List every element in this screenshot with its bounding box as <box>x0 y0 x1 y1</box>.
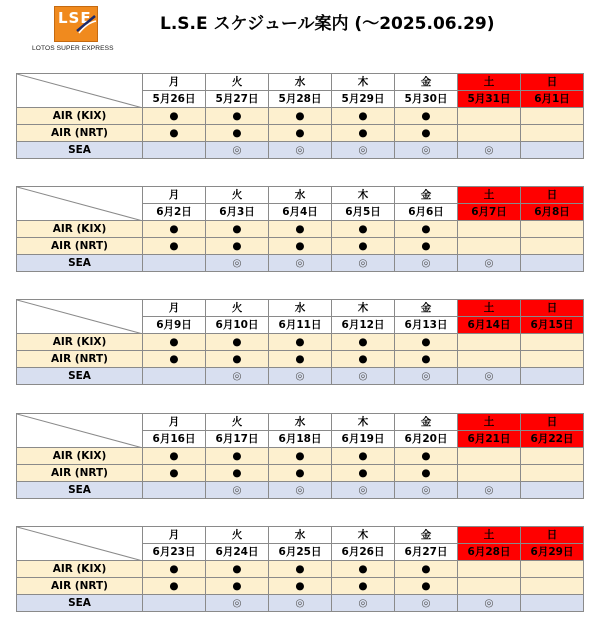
schedule-cell: ● <box>143 561 206 578</box>
table-corner-cell <box>17 414 143 448</box>
weekday-header: 水 <box>269 187 332 204</box>
schedule-row-sea <box>17 368 584 385</box>
weekday-header: 火 <box>206 187 269 204</box>
weekday-header: 木 <box>332 414 395 431</box>
schedule-cell: ● <box>269 561 332 578</box>
weekday-header: 金 <box>395 74 458 91</box>
schedule-cell: ● <box>395 448 458 465</box>
weekday-header: 火 <box>206 414 269 431</box>
schedule-cell <box>521 578 584 595</box>
schedule-cell: ● <box>143 334 206 351</box>
date-header: 6月15日 <box>521 317 584 334</box>
schedule-cell: ◎ <box>332 368 395 385</box>
weekday-header: 土 <box>458 74 521 91</box>
schedule-cell: ◎ <box>395 142 458 159</box>
schedule-cell: ◎ <box>269 368 332 385</box>
weekday-header: 水 <box>269 527 332 544</box>
schedule-cell <box>143 142 206 159</box>
schedule-cell: ● <box>206 465 269 482</box>
weekday-header: 火 <box>206 527 269 544</box>
schedule-cell <box>143 482 206 499</box>
schedule-cell: ● <box>332 578 395 595</box>
row-label: AIR (KIX) <box>17 448 143 465</box>
logo-initials: LSE <box>58 9 92 27</box>
row-label: AIR (NRT) <box>17 465 143 482</box>
date-header: 6月3日 <box>206 204 269 221</box>
row-label: AIR (KIX) <box>17 108 143 125</box>
schedule-row-sea <box>17 255 584 272</box>
weekday-header: 日 <box>521 74 584 91</box>
row-label: AIR (NRT) <box>17 238 143 255</box>
schedule-cell: ● <box>143 465 206 482</box>
date-header: 6月22日 <box>521 431 584 448</box>
weekday-header: 火 <box>206 300 269 317</box>
corner-diagonal-line <box>17 527 143 561</box>
schedule-cell: ● <box>143 351 206 368</box>
date-header: 6月5日 <box>332 204 395 221</box>
schedule-cell <box>458 465 521 482</box>
date-header: 5月31日 <box>458 91 521 108</box>
date-header: 6月1日 <box>521 91 584 108</box>
schedule-cell <box>458 125 521 142</box>
date-header: 6月7日 <box>458 204 521 221</box>
schedule-cell: ● <box>332 465 395 482</box>
schedule-cell <box>143 595 206 612</box>
date-header: 6月26日 <box>332 544 395 561</box>
schedule-cell: ● <box>206 578 269 595</box>
schedule-row-sea <box>17 595 584 612</box>
date-header: 6月11日 <box>269 317 332 334</box>
date-header: 6月29日 <box>521 544 584 561</box>
row-label: AIR (NRT) <box>17 578 143 595</box>
date-header: 6月16日 <box>143 431 206 448</box>
date-header: 6月27日 <box>395 544 458 561</box>
row-label: SEA <box>17 255 143 272</box>
weekday-header: 木 <box>332 300 395 317</box>
row-label: AIR (KIX) <box>17 334 143 351</box>
weekday-header: 日 <box>521 527 584 544</box>
schedule-cell: ● <box>206 125 269 142</box>
schedule-cell: ◎ <box>458 368 521 385</box>
date-header: 6月14日 <box>458 317 521 334</box>
schedule-cell: ◎ <box>269 255 332 272</box>
date-header: 6月25日 <box>269 544 332 561</box>
weekday-header: 金 <box>395 300 458 317</box>
schedule-cell: ◎ <box>395 255 458 272</box>
company-logo <box>32 6 124 56</box>
schedule-cell: ● <box>332 351 395 368</box>
week-table <box>16 299 584 385</box>
schedule-cell: ● <box>269 221 332 238</box>
date-header: 6月28日 <box>458 544 521 561</box>
schedule-cell: ◎ <box>206 595 269 612</box>
weekday-header: 火 <box>206 74 269 91</box>
schedule-cell: ● <box>269 578 332 595</box>
schedule-cell: ● <box>206 108 269 125</box>
schedule-cell: ◎ <box>206 142 269 159</box>
schedule-cell <box>521 351 584 368</box>
schedule-cell: ● <box>395 561 458 578</box>
schedule-cell: ● <box>269 465 332 482</box>
date-header: 6月21日 <box>458 431 521 448</box>
schedule-cell <box>458 578 521 595</box>
schedule-cell <box>458 351 521 368</box>
date-header: 6月19日 <box>332 431 395 448</box>
schedule-cell <box>521 595 584 612</box>
schedule-cell: ◎ <box>206 482 269 499</box>
schedule-cell: ◎ <box>269 482 332 499</box>
schedule-cell: ● <box>206 351 269 368</box>
schedule-cell: ● <box>395 125 458 142</box>
weekday-header-row <box>17 300 584 317</box>
schedule-cell <box>521 221 584 238</box>
schedule-cell: ◎ <box>332 142 395 159</box>
row-label: AIR (KIX) <box>17 221 143 238</box>
weekday-header: 土 <box>458 414 521 431</box>
schedule-cell <box>521 561 584 578</box>
schedule-row-kix <box>17 561 584 578</box>
week-table <box>16 73 584 159</box>
date-header: 6月18日 <box>269 431 332 448</box>
schedule-cell <box>143 255 206 272</box>
schedule-cell <box>143 368 206 385</box>
schedule-cell: ● <box>395 465 458 482</box>
date-header: 6月2日 <box>143 204 206 221</box>
date-header: 5月28日 <box>269 91 332 108</box>
date-header: 6月23日 <box>143 544 206 561</box>
date-header: 6月6日 <box>395 204 458 221</box>
schedule-cell: ● <box>206 561 269 578</box>
schedule-cell: ● <box>143 448 206 465</box>
weekday-header-row <box>17 187 584 204</box>
table-corner-cell <box>17 74 143 108</box>
schedule-cell <box>458 448 521 465</box>
schedule-cell <box>458 238 521 255</box>
date-header: 6月12日 <box>332 317 395 334</box>
schedule-cell: ● <box>269 238 332 255</box>
date-header: 6月10日 <box>206 317 269 334</box>
schedule-cell <box>458 221 521 238</box>
weekday-header: 日 <box>521 187 584 204</box>
logo-mark <box>54 6 98 42</box>
row-label: SEA <box>17 595 143 612</box>
schedule-cell: ● <box>269 448 332 465</box>
schedule-cell: ◎ <box>458 142 521 159</box>
week-table <box>16 413 584 499</box>
weekday-header-row <box>17 414 584 431</box>
schedule-cell <box>521 334 584 351</box>
weekday-header: 水 <box>269 74 332 91</box>
schedule-cell: ● <box>206 238 269 255</box>
weekday-header: 土 <box>458 527 521 544</box>
schedule-cell: ● <box>269 351 332 368</box>
schedule-cell <box>458 108 521 125</box>
weekday-header: 金 <box>395 414 458 431</box>
date-header: 5月29日 <box>332 91 395 108</box>
schedule-row-kix <box>17 221 584 238</box>
schedule-cell: ◎ <box>206 368 269 385</box>
schedule-cell: ◎ <box>458 595 521 612</box>
date-header: 5月26日 <box>143 91 206 108</box>
schedule-cell: ◎ <box>395 595 458 612</box>
schedule-cell: ◎ <box>395 482 458 499</box>
table-corner-cell <box>17 187 143 221</box>
schedule-cell: ◎ <box>332 595 395 612</box>
schedule-cell: ● <box>143 238 206 255</box>
weekday-header: 金 <box>395 527 458 544</box>
table-corner-cell <box>17 527 143 561</box>
schedule-cell: ● <box>143 578 206 595</box>
weekday-header-row <box>17 527 584 544</box>
schedule-cell: ● <box>143 125 206 142</box>
weekday-header: 土 <box>458 187 521 204</box>
corner-diagonal-line <box>17 300 143 334</box>
weekday-header: 月 <box>143 300 206 317</box>
schedule-row-kix <box>17 108 584 125</box>
schedule-cell: ● <box>332 238 395 255</box>
row-label: SEA <box>17 368 143 385</box>
weekday-header: 月 <box>143 187 206 204</box>
schedule-cell: ● <box>332 334 395 351</box>
schedule-cell: ● <box>143 108 206 125</box>
schedule-row-sea <box>17 482 584 499</box>
schedule-row-nrt <box>17 125 584 142</box>
schedule-cell: ● <box>143 221 206 238</box>
weekday-header-row <box>17 74 584 91</box>
page-title: L.S.E スケジュール案内 (～2025.06.29) <box>160 14 495 34</box>
schedule-cell <box>521 125 584 142</box>
schedule-cell: ◎ <box>458 255 521 272</box>
corner-diagonal-line <box>17 74 143 108</box>
date-header: 5月30日 <box>395 91 458 108</box>
date-header: 5月27日 <box>206 91 269 108</box>
schedule-row-sea <box>17 142 584 159</box>
schedule-cell: ● <box>395 108 458 125</box>
schedule-cell: ● <box>332 561 395 578</box>
weekday-header: 水 <box>269 300 332 317</box>
schedule-cell: ● <box>395 351 458 368</box>
week-table <box>16 526 584 612</box>
schedule-cell <box>521 368 584 385</box>
schedule-cell: ● <box>332 108 395 125</box>
schedule-cell: ● <box>332 125 395 142</box>
weekday-header: 木 <box>332 527 395 544</box>
schedule-cell <box>458 561 521 578</box>
row-label: AIR (NRT) <box>17 125 143 142</box>
weekday-header: 木 <box>332 187 395 204</box>
schedule-cell <box>521 465 584 482</box>
date-header: 6月20日 <box>395 431 458 448</box>
schedule-row-kix <box>17 448 584 465</box>
row-label: SEA <box>17 142 143 159</box>
date-header: 6月24日 <box>206 544 269 561</box>
schedule-cell: ● <box>269 125 332 142</box>
weekday-header: 日 <box>521 300 584 317</box>
logo-swoosh-icon <box>75 13 97 35</box>
date-header: 6月4日 <box>269 204 332 221</box>
corner-diagonal-line <box>17 414 143 448</box>
schedule-cell: ◎ <box>458 482 521 499</box>
schedule-cell: ◎ <box>332 255 395 272</box>
schedule-cell: ◎ <box>269 595 332 612</box>
schedule-cell: ● <box>269 108 332 125</box>
schedule-cell: ◎ <box>269 142 332 159</box>
weekday-header: 日 <box>521 414 584 431</box>
date-header: 6月8日 <box>521 204 584 221</box>
schedule-cell: ◎ <box>332 482 395 499</box>
logo-company-name: LOTOS SUPER EXPRESS <box>32 45 114 52</box>
weekday-header: 木 <box>332 74 395 91</box>
table-corner-cell <box>17 300 143 334</box>
weekday-header: 月 <box>143 74 206 91</box>
schedule-cell: ● <box>395 221 458 238</box>
schedule-cell: ● <box>269 334 332 351</box>
schedule-cell: ● <box>332 448 395 465</box>
schedule-cell: ● <box>395 238 458 255</box>
schedule-cell: ● <box>206 448 269 465</box>
schedule-cell <box>521 142 584 159</box>
row-label: AIR (KIX) <box>17 561 143 578</box>
schedule-cell <box>521 448 584 465</box>
schedule-cell: ● <box>395 578 458 595</box>
weekday-header: 水 <box>269 414 332 431</box>
schedule-row-nrt <box>17 465 584 482</box>
schedule-cell <box>521 238 584 255</box>
date-header: 6月13日 <box>395 317 458 334</box>
weekday-header: 月 <box>143 527 206 544</box>
schedule-cell <box>458 334 521 351</box>
schedule-row-nrt <box>17 238 584 255</box>
week-table <box>16 186 584 272</box>
weekday-header: 土 <box>458 300 521 317</box>
corner-diagonal-line <box>17 187 143 221</box>
schedule-cell: ◎ <box>206 255 269 272</box>
schedule-cell: ● <box>206 334 269 351</box>
schedule-cell: ● <box>332 221 395 238</box>
schedule-row-kix <box>17 334 584 351</box>
schedule-row-nrt <box>17 351 584 368</box>
schedule-cell <box>521 482 584 499</box>
date-header: 6月17日 <box>206 431 269 448</box>
schedule-cell: ● <box>206 221 269 238</box>
weekday-header: 月 <box>143 414 206 431</box>
row-label: SEA <box>17 482 143 499</box>
schedule-cell: ● <box>395 334 458 351</box>
schedule-cell <box>521 108 584 125</box>
schedule-row-nrt <box>17 578 584 595</box>
schedule-cell <box>521 255 584 272</box>
schedule-cell: ◎ <box>395 368 458 385</box>
row-label: AIR (NRT) <box>17 351 143 368</box>
weekday-header: 金 <box>395 187 458 204</box>
date-header: 6月9日 <box>143 317 206 334</box>
